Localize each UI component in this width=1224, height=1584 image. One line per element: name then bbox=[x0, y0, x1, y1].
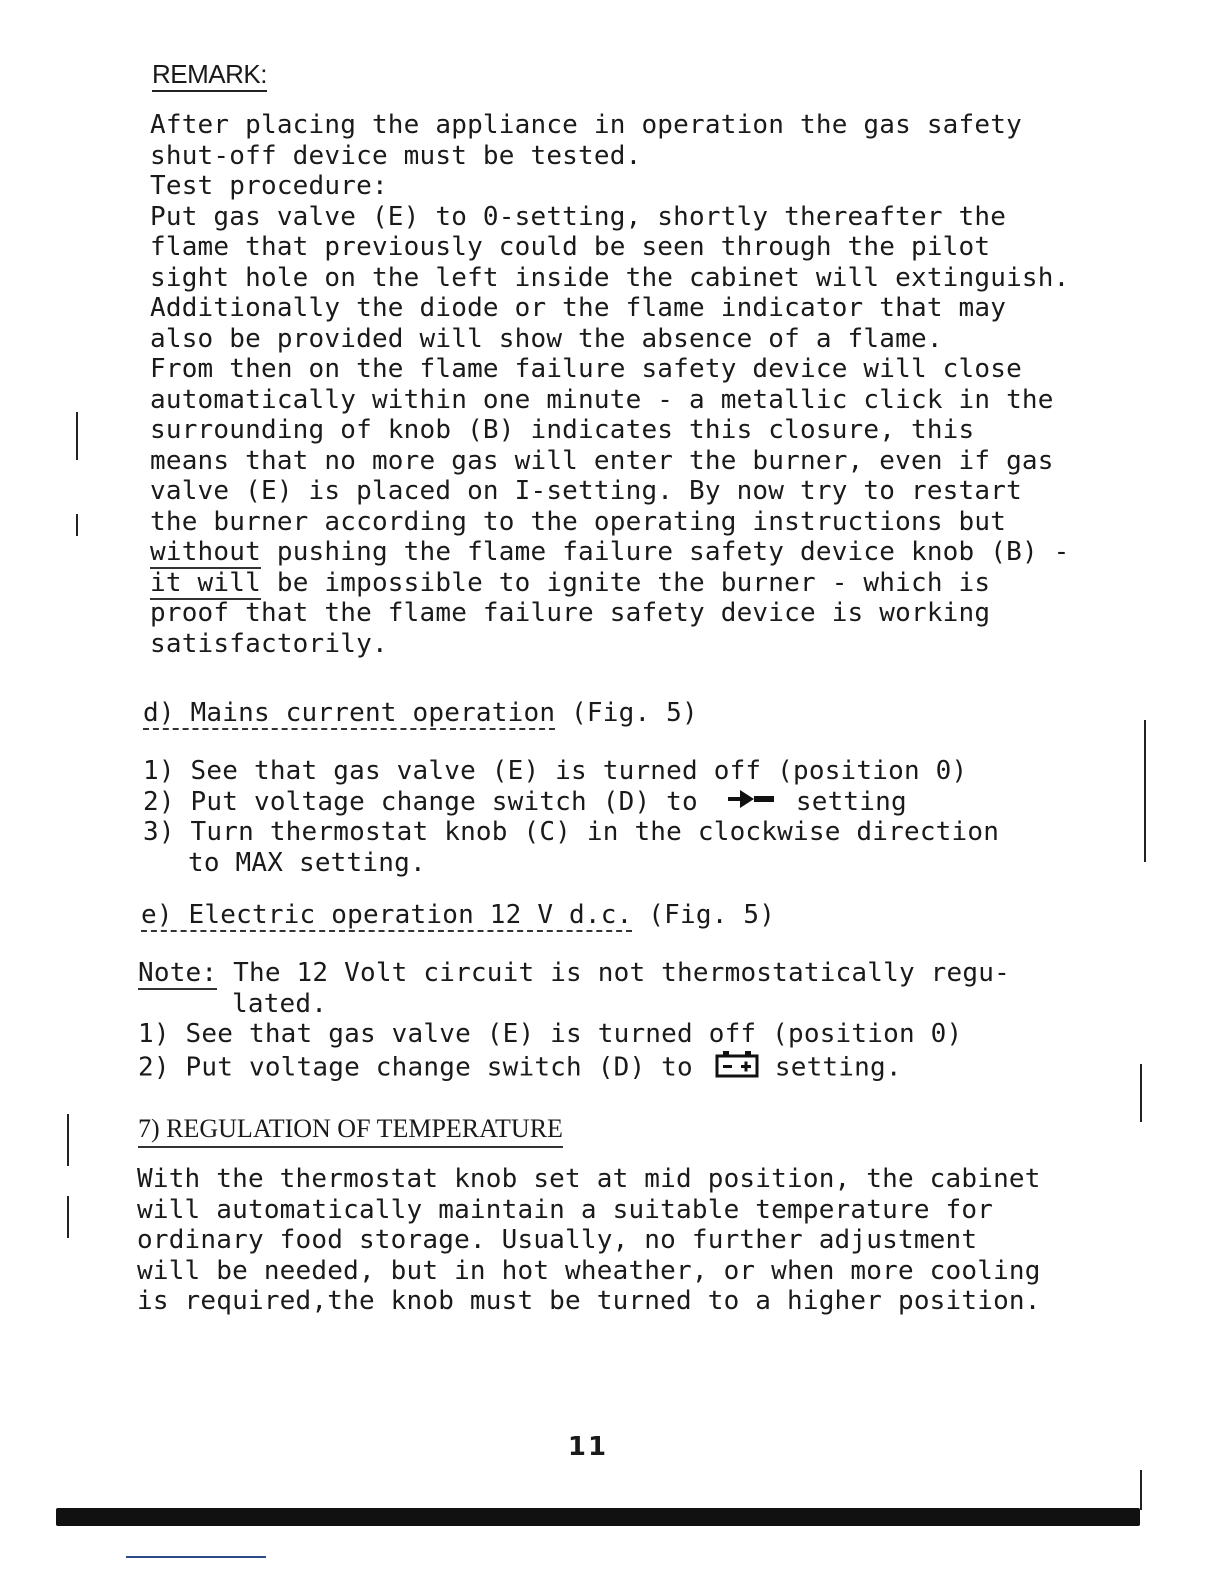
note-text: The 12 Volt circuit is not thermostatically regu- bbox=[217, 958, 1010, 988]
margin-mark bbox=[1140, 1064, 1142, 1122]
remark-line bbox=[150, 568, 1070, 599]
electric-step-1: 1) See that gas valve (E) is turned off (position 0) bbox=[138, 1019, 963, 1049]
mains-step-1: 1) See that gas valve (E) is turned off (position 0) bbox=[143, 756, 968, 786]
emphasis-without: without bbox=[150, 537, 261, 567]
mains-heading-title: d) Mains current operation bbox=[143, 698, 556, 728]
remark-line: proof that the flame failure safety device is working bbox=[150, 598, 991, 628]
emphasis-it-will: it will bbox=[150, 567, 261, 598]
regulation-line: is required,the knob must be turned to a higher position. bbox=[137, 1286, 1041, 1316]
remark-body bbox=[150, 110, 1070, 659]
remark-line: flame that previously could be seen through the pilot bbox=[150, 232, 991, 262]
remark-line: Test procedure: bbox=[150, 171, 388, 201]
regulation-body bbox=[137, 1164, 1041, 1317]
regulation-line: ordinary food storage. Usually, no further adjustment bbox=[137, 1225, 978, 1255]
margin-mark bbox=[76, 514, 78, 536]
remark-heading: REMARK: bbox=[152, 58, 267, 92]
mains-steps bbox=[143, 756, 999, 878]
margin-mark bbox=[67, 1196, 69, 1238]
remark-line: satisfactorily. bbox=[150, 628, 388, 659]
remark-line: From then on the flame failure safety device will close bbox=[150, 354, 1022, 384]
electric-step-2: 2) Put voltage change switch (D) to setting. bbox=[138, 1050, 1010, 1086]
note-label: Note: bbox=[138, 958, 218, 988]
margin-mark bbox=[76, 412, 78, 460]
remark-line: valve (E) is placed on I-setting. By now try to restart bbox=[150, 476, 1022, 506]
battery-icon bbox=[715, 1050, 761, 1086]
remark-line: Put gas valve (E) to 0-setting, shortly thereafter the bbox=[150, 201, 1007, 232]
remark-line-rest: be impossible to ignite the burner - which is bbox=[260, 567, 991, 598]
remark-line: shut-off device must be tested. bbox=[150, 140, 642, 171]
remark-line: means that no more gas will enter the burner, even if gas bbox=[150, 445, 1054, 476]
electric-heading-ref: (Fig. 5) bbox=[632, 900, 776, 930]
electric-heading bbox=[141, 900, 775, 931]
remark-line bbox=[150, 537, 1070, 568]
mains-heading-ref: (Fig. 5) bbox=[555, 698, 698, 728]
electric-body bbox=[138, 958, 1010, 1085]
electric-note-cont: lated. bbox=[232, 988, 328, 1019]
remark-line: the burner according to the operating instructions but bbox=[150, 506, 1007, 537]
regulation-line: will automatically maintain a suitable temperature for bbox=[137, 1194, 994, 1225]
mains-heading bbox=[143, 698, 698, 729]
mains-step-3: 3) Turn thermostat knob (C) in the clockwise direction bbox=[143, 817, 1000, 848]
regulation-heading: 7) REGULATION OF TEMPERATURE bbox=[138, 1112, 563, 1148]
margin-mark bbox=[67, 1114, 69, 1166]
remark-line: Additionally the diode or the flame indicator that may bbox=[150, 293, 1007, 323]
page-number: 11 bbox=[567, 1432, 609, 1462]
electric-note bbox=[138, 958, 1010, 989]
remark-line-rest: pushing the flame failure safety device knob (B) - bbox=[260, 537, 1070, 567]
remark-line: After placing the appliance in operation the gas safety bbox=[150, 110, 1022, 140]
remark-line: surrounding of knob (B) indicates this closure, this bbox=[150, 415, 975, 445]
electric-heading-title: e) Electric operation 12 V d.c. bbox=[141, 900, 633, 930]
margin-mark bbox=[1144, 720, 1146, 862]
margin-mark bbox=[1140, 1470, 1142, 1510]
footer-line bbox=[126, 1556, 266, 1558]
remark-line: sight hole on the left inside the cabinet will extinguish. bbox=[150, 262, 1070, 293]
remark-line: also be provided will show the absence of a flame. bbox=[150, 323, 943, 354]
plug-icon bbox=[728, 787, 774, 818]
regulation-line: With the thermostat knob set at mid position, the cabinet bbox=[137, 1164, 1041, 1194]
mains-step-3-cont: to MAX setting. bbox=[188, 847, 426, 878]
regulation-line: will be needed, but in hot wheather, or when more cooling bbox=[137, 1255, 1041, 1286]
bottom-rule bbox=[56, 1508, 1140, 1526]
remark-line: automatically within one minute - a metallic click in the bbox=[150, 384, 1054, 415]
mains-step-2: 2) Put voltage change switch (D) to setting bbox=[143, 786, 907, 817]
